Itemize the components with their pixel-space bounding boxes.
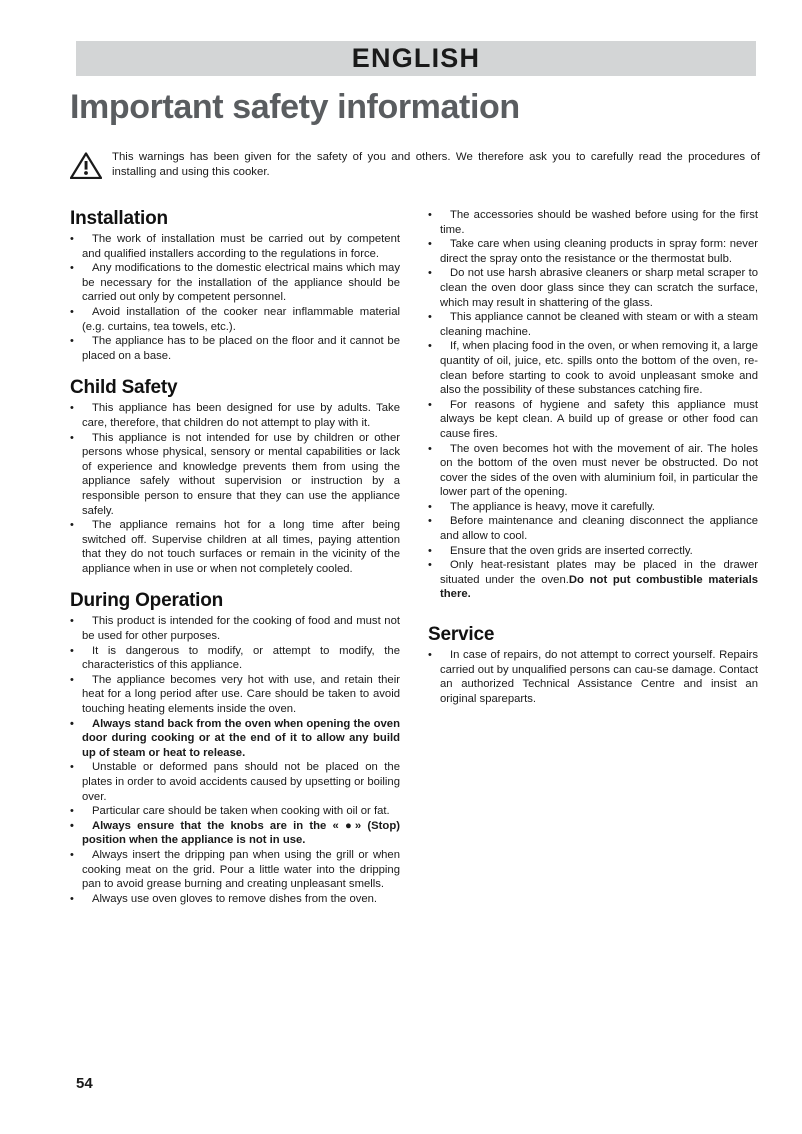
drawer-bullet-plain-text: Only heat-resistant plates may be placed in the drawer situated under the oven. xyxy=(440,559,758,586)
list-item: • It is dangerous to modify, or attempt to modify, the characteristics of this appliance. xyxy=(70,644,400,673)
installation-bullet-list xyxy=(70,232,400,363)
list-item: • Unstable or deformed pans should not be placed on the plates in order to avoid accidents caused by upsetting or boiling over. xyxy=(70,760,400,804)
list-item: • The work of installation must be carried out by competent and qualified installers according to the regulations in force. xyxy=(70,232,400,261)
section-installation xyxy=(70,208,400,363)
list-item: • The accessories should be washed before using for the first time. xyxy=(428,208,758,237)
list-item: • Before maintenance and cleaning disconnect the appliance and allow to cool. xyxy=(428,514,758,543)
list-item: • The appliance is heavy, move it carefully. xyxy=(428,500,758,515)
list-item: • For reasons of hygiene and safety this appliance must always be kept clean. A build up of grease or other food can cause fires. xyxy=(428,398,758,442)
list-item: • This product is intended for the cooking of food and must not be used for other purposes. xyxy=(70,614,400,643)
section-heading-during-operation: During Operation xyxy=(70,590,224,612)
list-item: • Any modifications to the domestic electrical mains which may be necessary for the installation of the appliance should be carried out only by competent personnel. xyxy=(70,261,400,305)
section-during-operation xyxy=(70,590,400,906)
section-child-safety xyxy=(70,377,400,576)
section-service xyxy=(428,624,758,706)
list-item: • The appliance remains hot for a long time after being switched off. Supervise children at all times, paying attention that they do not touch surfaces or remain in the vicinity of the appliance when in use or when not completely cooled. xyxy=(70,518,400,576)
list-item-emphasis: • Always ensure that the knobs are in the « ●» (Stop) position when the appliance is not in use. xyxy=(70,819,400,848)
service-bullet-list xyxy=(428,648,758,706)
section-care-continued xyxy=(428,208,758,602)
child-safety-bullet-list xyxy=(70,401,400,576)
list-item: • In case of repairs, do not attempt to correct yourself. Repairs carried out by unqualified persons can cau-se damage. Contact an authorized Technical Assistance Centre and insist an original spareparts. xyxy=(428,648,758,706)
list-item: • Take care when using cleaning products in spray form: never direct the spray onto the resistance or the thermostat bulb. xyxy=(428,237,758,266)
warning-text: This warnings has been given for the safety of you and others. We therefore ask you to carefully read the procedures of installing and using this cooker. xyxy=(112,151,760,178)
section-heading-installation: Installation xyxy=(70,208,168,229)
during-operation-bullet-list xyxy=(70,614,400,906)
left-column xyxy=(70,208,400,906)
list-item: • Do not use harsh abrasive cleaners or sharp metal scraper to clean the oven door glass since they can scratch the surface, which may result in shattering of the glass. xyxy=(428,266,758,310)
care-bullet-list xyxy=(428,208,758,602)
list-item: • Always use oven gloves to remove dishes from the oven. xyxy=(70,892,400,907)
list-item: • Always insert the dripping pan when using the grill or when cooking meat on the grid. Pour a little water into the dripping pan to avoid grease burning and creating unpleasant smells. xyxy=(70,848,400,892)
list-item: • Avoid installation of the cooker near inflammable material (e.g. curtains, tea towels, etc.). xyxy=(70,305,400,334)
list-item: • The oven becomes hot with the movement of air. The holes on the bottom of the oven must never be obstructed. Do not cover the sides of the oven with aluminium foil, in particular the lower part of the opening. xyxy=(428,442,758,500)
list-item: • If, when placing food in the oven, or when removing it, a large quantity of oil, juice, etc. spills onto the bottom of the oven, re-clean before starting to cook to avoid unpleasant smoke and also the possibility of these substances catching fire. xyxy=(428,339,758,397)
right-column xyxy=(428,208,758,706)
list-item: • The appliance becomes very hot with use, and retain their heat for a long period after use. Care should be taken to avoid touching heating elements inside the oven. xyxy=(70,673,400,717)
list-item-emphasis: • Always stand back from the oven when opening the oven door during cooking or at the end of it to allow any build up of steam or heat to release. xyxy=(70,717,400,761)
list-item-drawer xyxy=(428,558,758,602)
page-title: Important safety information xyxy=(70,88,520,126)
section-heading-service: Service xyxy=(428,624,495,646)
list-item: • The appliance has to be placed on the floor and it cannot be placed on a base. xyxy=(70,334,400,363)
warning-block xyxy=(70,150,760,184)
list-item: • This appliance is not intended for use by children or other persons whose physical, sensory or mental capabilities or lack of experience and knowledge prevents them from using the appliance safely without supervision or instruction by a responsible person to ensure that they can use the appliance safely. xyxy=(70,431,400,519)
list-item: • This appliance has been designed for use by adults. Take care, therefore, that children do not attempt to play with it. xyxy=(70,401,400,430)
drawer-bullet-bold-text: Do not put combustible materials there. xyxy=(440,573,758,601)
page-number: 54 xyxy=(76,1075,93,1092)
list-item: • Ensure that the oven grids are inserted correctly. xyxy=(428,544,758,559)
language-banner-label: ENGLISH xyxy=(351,43,481,73)
warning-triangle-icon xyxy=(70,150,102,184)
language-banner xyxy=(76,41,756,76)
list-item: • Particular care should be taken when cooking with oil or fat. xyxy=(70,804,400,819)
list-item: • This appliance cannot be cleaned with steam or with a steam cleaning machine. xyxy=(428,310,758,339)
section-heading-child-safety: Child Safety xyxy=(70,377,178,399)
